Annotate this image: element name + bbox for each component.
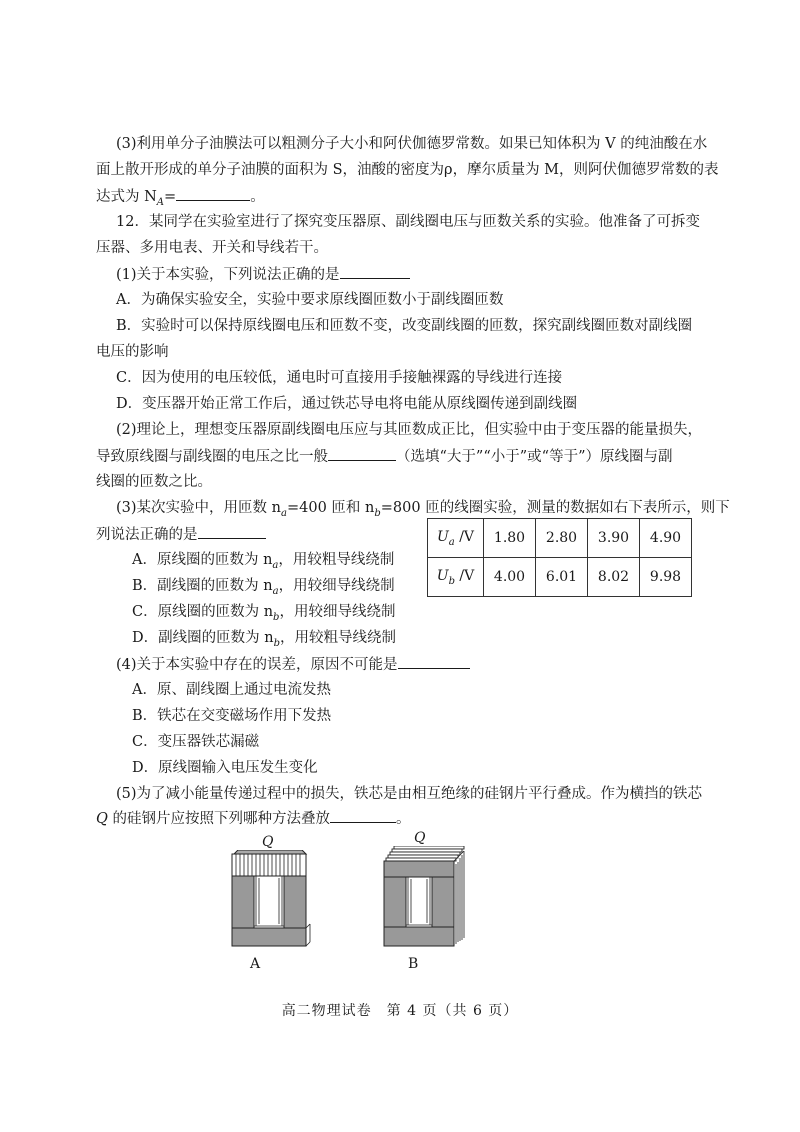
q12-3-option-c: C．原线圈的匝数为 $n_b$，用较细导线绕制 bbox=[132, 604, 396, 623]
q12-2-line2: 导致原线圈与副线圈的电压之比一般 （选填“大于”“小于”或“等于”）原线圈与副 bbox=[96, 446, 672, 467]
q12-1-question: (1)关于本实验，下列说法正确的是 bbox=[116, 264, 410, 285]
q12-stem-line2: 压器、多用电表、开关和导线若干。 bbox=[96, 240, 328, 256]
answer-blank[interactable] bbox=[330, 808, 396, 823]
q12-5-line1: (5)为了减小能量传递过程中的损失，铁芯是由相互绝缘的硅钢片平行叠成。作为横挡的铁芯 bbox=[116, 786, 703, 802]
q12-3-line2: 列说法正确的是 bbox=[96, 524, 266, 545]
q12-1-option-a: A．为确保实验安全，实验中要求原线圈匝数小于副线圈匝数 bbox=[116, 292, 504, 308]
q12-4-option-d: D．原线圈输入电压发生变化 bbox=[132, 760, 318, 776]
table-cell: 1.80 bbox=[484, 519, 536, 558]
transformer-core-figure-a bbox=[228, 850, 312, 950]
q12-2-line3: 线圈的匝数之比。 bbox=[96, 474, 212, 490]
answer-blank[interactable] bbox=[328, 446, 396, 461]
table-cell: 2.80 bbox=[536, 519, 588, 558]
figure-b-q-label: Q bbox=[414, 830, 426, 846]
q12-1-option-b-line1: B．实验时可以保持原线圈电压和匝数不变，改变副线圈的匝数，探究副线圈匝数对副线圈 bbox=[116, 318, 693, 334]
figure-b-label: B bbox=[408, 956, 419, 972]
q12-4-option-b: B．铁芯在交变磁场作用下发热 bbox=[132, 708, 332, 724]
q12-3-option-b: B．副线圈的匝数为 $n_a$，用较细导线绕制 bbox=[132, 578, 395, 597]
q11-3-line1: (3)利用单分子油膜法可以粗测分子大小和阿伏伽德罗常数。如果已知体积为 V 的纯油酸在水 bbox=[116, 136, 708, 152]
table-row bbox=[428, 558, 692, 597]
q12-5-line2: Q 的硅钢片应按照下列哪种方法叠放 。 bbox=[96, 808, 411, 829]
q12-3-line1: (3)某次实验中，用匝数 $n_a=400$ 匝和 $n_b=800$ 匝的线圈实验，测量的数据如右下表所示，则下 bbox=[116, 500, 730, 519]
q11-3-line3: 达式为 $N_A=$ 。 bbox=[96, 186, 265, 213]
figure-a-label: A bbox=[250, 956, 261, 972]
q12-2-line1: (2)理论上，理想变压器原副线圈电压应与其匝数成正比，但实验中由于变压器的能量损失， bbox=[116, 422, 703, 438]
answer-blank[interactable] bbox=[176, 186, 250, 201]
q12-4-option-c: C．变压器铁芯漏磁 bbox=[132, 734, 260, 750]
table-cell: 6.01 bbox=[536, 558, 588, 597]
answer-blank[interactable] bbox=[198, 524, 266, 539]
q12-4-option-a: A．原、副线圈上通过电流发热 bbox=[132, 682, 331, 698]
table-cell: 4.90 bbox=[640, 519, 692, 558]
measurement-table bbox=[427, 518, 692, 597]
q12-stem-line1: 12．某同学在实验室进行了探究变压器原、副线圈电压与匝数关系的实验。他准备了可拆变 bbox=[116, 214, 700, 230]
table-cell: 3.90 bbox=[588, 519, 640, 558]
ua-header: $U_a$ /V bbox=[428, 519, 484, 558]
q11-3-line2: 面上散开形成的单分子油膜的面积为 S，油酸的密度为ρ，摩尔质量为 M，则阿伏伽德罗常数的表 bbox=[96, 162, 719, 178]
page-footer: 高二物理试卷 第 4 页（共 6 页） bbox=[281, 1003, 519, 1019]
table-row bbox=[428, 519, 692, 558]
answer-blank[interactable] bbox=[340, 264, 410, 279]
q12-3-option-d: D．副线圈的匝数为 $n_b$，用较粗导线绕制 bbox=[132, 630, 396, 649]
answer-blank[interactable] bbox=[398, 654, 470, 669]
q12-4-question: (4)关于本实验中存在的误差，原因不可能是 bbox=[116, 654, 470, 675]
q12-3-option-a: A．原线圈的匝数为 $n_a$，用较粗导线绕制 bbox=[132, 552, 395, 571]
table-cell: 9.98 bbox=[640, 558, 692, 597]
ub-header: $U_b$ /V bbox=[428, 558, 484, 597]
figure-a-q-label: Q bbox=[262, 834, 274, 850]
table-cell: 4.00 bbox=[484, 558, 536, 597]
table-cell: 8.02 bbox=[588, 558, 640, 597]
q12-1-option-b-line2: 电压的影响 bbox=[96, 344, 169, 360]
q12-1-option-d: D．变压器开始正常工作后，通过铁芯导电将电能从原线圈传递到副线圈 bbox=[116, 396, 578, 412]
transformer-core-figure-b bbox=[380, 846, 466, 950]
q12-1-option-c: C．因为使用的电压较低，通电时可直接用手接触裸露的导线进行连接 bbox=[116, 370, 563, 386]
